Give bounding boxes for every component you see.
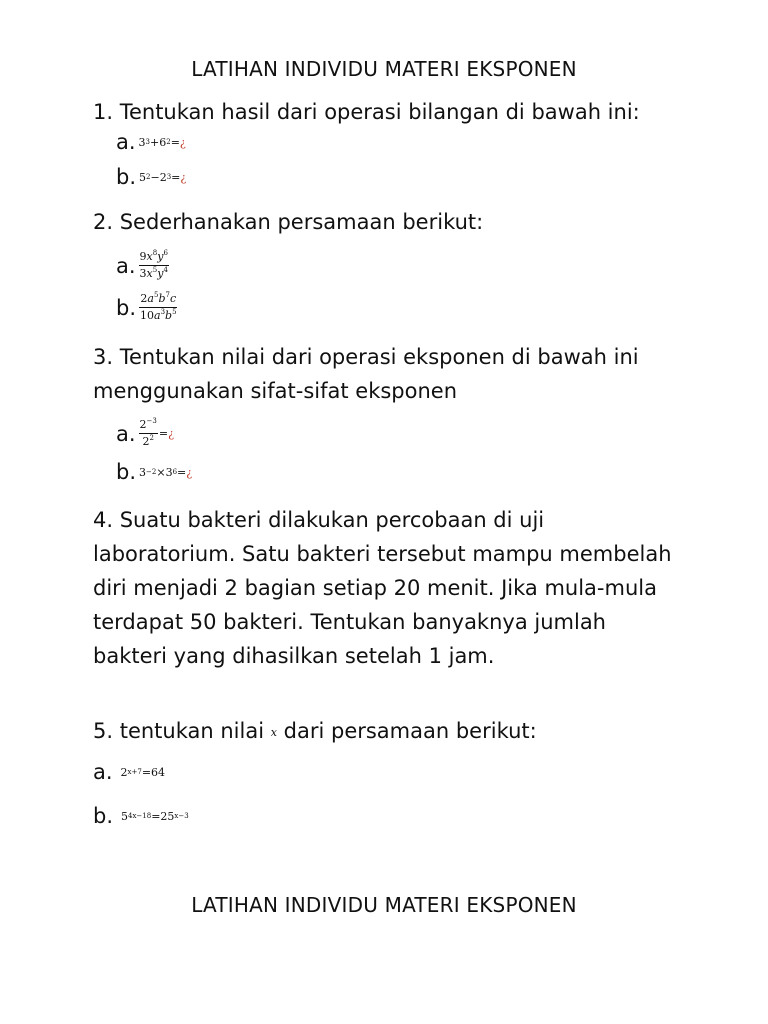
item-label: a. — [116, 130, 136, 154]
item-label: b. — [116, 165, 137, 189]
question-5a — [93, 760, 165, 784]
item-label: a. — [93, 760, 113, 784]
variable-x: x — [270, 726, 277, 739]
item-label: a. — [116, 253, 136, 278]
item-label: b. — [116, 460, 137, 484]
math-expression: 3 −2 × 3 6 = ¿ — [139, 465, 193, 479]
question-1b — [116, 165, 186, 189]
page-title-repeat: LATIHAN INDIVIDU MATERI EKSPONEN — [191, 893, 577, 917]
item-label: b. — [116, 295, 137, 320]
math-expression: = ¿ — [158, 427, 174, 440]
question-5-text: 5. tentukan nilai x dari persamaan berikut: — [93, 719, 537, 743]
question-4-text: 4. Suatu bakteri dilakukan percobaan di uji laboratorium. Satu bakteri tersebut mampu membelah diri menjadi 2 bagian setiap 20 menit. Jika mula-mula terdapat 50 bakteri. Tentukan banyaknya jumlah bakteri yang dihasilkan setelah 1 jam. — [93, 508, 672, 668]
question-5b — [93, 804, 189, 828]
fraction-expression: $\frac{9x^8y^6}{3x^5y^4}$ — [139, 249, 168, 280]
question-3a — [116, 418, 174, 449]
question-1a — [116, 130, 186, 154]
question-2-text: 2. Sederhanakan persamaan berikut: — [93, 210, 484, 234]
item-label: a. — [116, 421, 136, 446]
question-2a — [116, 250, 169, 281]
math-expression: 2 x+7 = 64 — [120, 765, 166, 779]
question-1-text: 1. Tentukan hasil dari operasi bilangan di bawah ini: — [93, 100, 640, 124]
question-2b — [116, 292, 178, 323]
math-expression: 3 3 + 6 2 = ¿ — [138, 135, 186, 149]
question-3b — [116, 460, 192, 484]
fraction-expression: $\frac{2a^5b^7c}{10a^3b^5}$ — [140, 291, 177, 322]
page-title: LATIHAN INDIVIDU MATERI EKSPONEN — [191, 57, 577, 81]
item-label: b. — [93, 804, 114, 828]
math-expression: 5 4x−18 = 25 x−3 — [121, 809, 189, 823]
fraction-expression: $\frac{2^{-3}}{2^2}$ — [139, 417, 157, 448]
math-expression: 5 2 − 2 3 = ¿ — [139, 170, 187, 184]
question-3-text: 3. Tentukan nilai dari operasi eksponen di bawah ini menggunakan sifat-sifat eksponen — [93, 345, 639, 403]
